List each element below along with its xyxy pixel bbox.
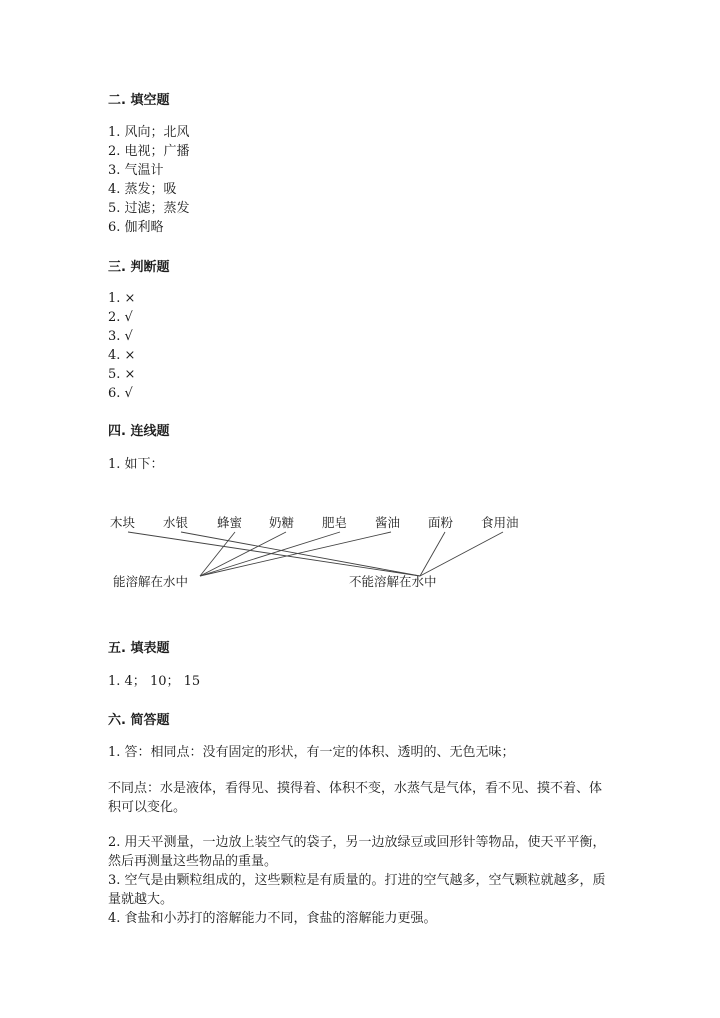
judge-answer-1: 1. × <box>108 291 136 306</box>
fill-answer-1: 1. 风向；北风 <box>108 125 190 140</box>
label-flour: 面粉 <box>428 515 454 530</box>
matching-intro: 1. 如下： <box>108 457 164 472</box>
short-answer-2: 2. 用天平测量，一边放上装空气的袋子，另一边放绿豆或回形针等物品，使天平平衡，然后再测量这些物品的重量。 <box>108 835 606 869</box>
label-mercury: 水银 <box>163 515 189 530</box>
fill-answer-4: 4. 蒸发；吸 <box>108 182 177 197</box>
fill-answer-3: 3. 气温计 <box>108 163 164 178</box>
judge-answer-4: 4. × <box>108 348 136 363</box>
heading-matching: 四. 连线题 <box>108 424 170 439</box>
judge-answer-5: 5. × <box>108 367 136 382</box>
label-milk-candy: 奶糖 <box>269 515 295 530</box>
short-answer-1-differences: 不同点：水是液体，看得见、摸得着、体积不变，水蒸气是气体，看不见、摸不着、体积可以变化。 <box>108 781 603 815</box>
short-answer-3: 3. 空气是由颗粒组成的，这些颗粒是有质量的。打进的空气越多，空气颗粒就越多，质量就越大。 <box>108 873 606 907</box>
line-soy-sauce-soluble <box>200 532 391 576</box>
matching-diagram <box>100 505 540 595</box>
judge-answer-2: 2. √ <box>108 310 133 325</box>
label-wood-block: 木块 <box>110 515 136 530</box>
label-soluble: 能溶解在水中 <box>113 574 189 589</box>
fill-answer-2: 2. 电视；广播 <box>108 144 190 159</box>
table-answer: 1. 4； 10； 15 <box>108 674 201 689</box>
short-answer-1-similarities: 1. 答：相同点：没有固定的形状，有一定的体积、透明的、无色无味； <box>108 745 515 760</box>
short-answer-4: 4. 食盐和小苏打的溶解能力不同，食盐的溶解能力更强。 <box>108 911 437 926</box>
label-honey: 蜂蜜 <box>217 515 243 530</box>
heading-fill-blank: 二. 填空题 <box>108 93 170 108</box>
judge-answer-6: 6. √ <box>108 386 133 401</box>
line-soap-soluble <box>200 532 340 576</box>
heading-fill-table: 五. 填表题 <box>108 641 170 656</box>
label-soy-sauce: 酱油 <box>375 515 401 530</box>
line-mercury-insoluble <box>181 532 420 576</box>
judge-answer-3: 3. √ <box>108 329 133 344</box>
heading-true-false: 三. 判断题 <box>108 260 170 275</box>
heading-short-answer: 六. 简答题 <box>108 713 170 728</box>
label-soap: 肥皂 <box>322 515 348 530</box>
fill-answer-6: 6. 伽利略 <box>108 220 164 235</box>
label-cooking-oil: 食用油 <box>481 515 519 530</box>
label-insoluble: 不能溶解在水中 <box>349 574 437 589</box>
fill-answer-5: 5. 过滤；蒸发 <box>108 201 190 216</box>
